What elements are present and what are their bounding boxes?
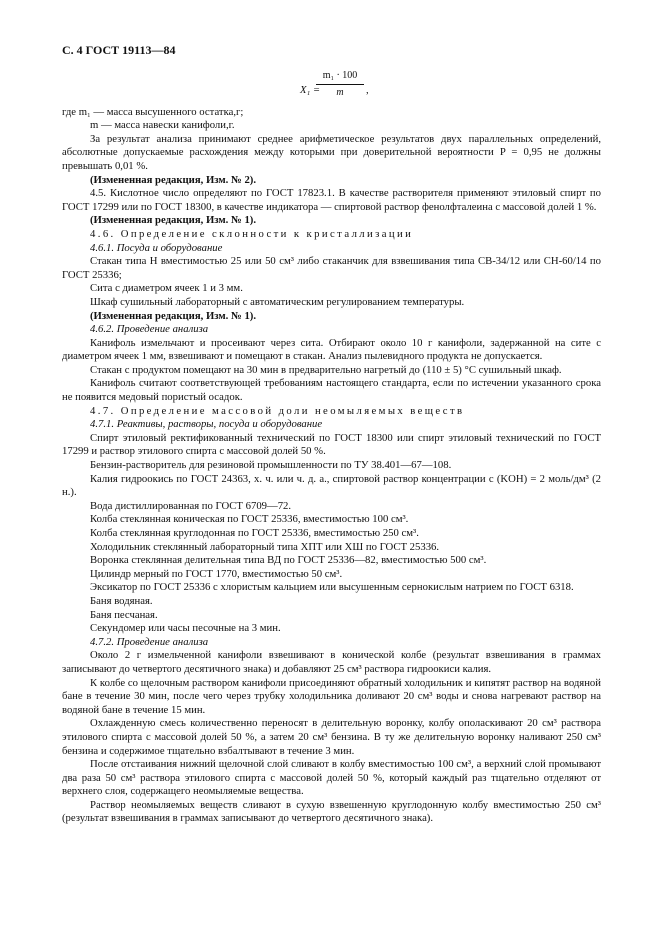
- formula-tail: ,: [366, 83, 369, 96]
- where-line: m — масса навески канифоли,г.: [90, 119, 235, 132]
- subsection-heading-text: 4.7.2. Проведение анализа: [90, 635, 209, 648]
- list-item: Колба стеклянная круглодонная по ГОСТ 25336, вместимостью 250 см³.: [90, 527, 419, 539]
- section-heading: 4.6. Определение склонности к кристаллизации: [90, 227, 414, 240]
- subsection-heading-text: 4.6.2. Проведение анализа: [90, 323, 209, 336]
- paragraph: К колбе со щелочным раствором канифоли присоединяют обратный холодильник и кипятят раствор на водяной бане в течение 30 мин, после чего через трубку холодильника доливают 20 см³ воды и снова нагревают раствор на водяной бане в течение 15 мин.: [62, 676, 601, 716]
- formula: [62, 70, 601, 106]
- list-item: Баня водяная.: [90, 594, 153, 607]
- list-item: Вода дистиллированная по ГОСТ 6709—72.: [90, 499, 292, 512]
- paragraph: Сита с диаметром ячеек 1 и 3 мм.: [90, 282, 243, 295]
- paragraph: Шкаф сушильный лабораторный с автоматическим регулированием температуры.: [90, 295, 465, 308]
- paragraph: Стакан с продуктом помещают на 30 мин в предварительно нагретый до (110 ± 5) °С сушильный шкаф.: [90, 363, 562, 376]
- page-header: С. 4 ГОСТ 19113—84: [62, 43, 176, 57]
- paragraph: Бензин-растворитель для резиновой промышленности по ТУ 38.401—67—108.: [90, 459, 452, 472]
- subsection-heading-text: 4.7.1. Реактивы, растворы, посуда и оборудование: [90, 418, 323, 431]
- formula-fraction: [316, 70, 364, 99]
- paragraph: Охлажденную смесь количественно переносят в делительную воронку, колбу ополаскивают 20 см³ раствора этилового спирта с массовой долей 50 %, а затем 20 см³ бензина. В ту же делительную воронку наливают 250 см³ бензина и содержимое тщательно взбалтывают в течение 3 мин.: [62, 717, 601, 757]
- formula-lhs: X₁ =: [300, 83, 321, 96]
- list-item: Секундомер или часы песочные на 3 мин.: [90, 622, 281, 635]
- revision-note: (Измененная редакция, Изм. № 1).: [90, 214, 257, 227]
- list-item: Воронка стеклянная делительная типа ВД по ГОСТ 25336—82, вместимостью 500 см³.: [90, 554, 487, 567]
- paragraph: Раствор неомыляемых веществ сливают в сухую взвешенную круглодонную колбу вместимостью 250 см³ (результат взвешивания в граммах записывают до четвертого десятичного знака).: [62, 798, 601, 825]
- paragraph: После отстаивания нижний щелочной слой сливают в колбу вместимостью 100 см³, а верхний слой промывают два раза 50 см³ раствора этилового спирта с массовой долей 50 %, который каждый раз тщательно отделяют от верхнего слоя, содержащего неомыляемые вещества.: [62, 758, 601, 798]
- revision-note: (Измененная редакция, Изм. № 1).: [90, 309, 257, 322]
- paragraph: Около 2 г измельченной канифоли взвешивают в конической колбе (результат взвешивания в граммах записывают до четвертого десятичного знака) и добавляют 25 см³ раствора гидроокиси калия.: [62, 649, 601, 675]
- list-item: Эксикатор по ГОСТ 25336 с хлористым кальцием или высушенным сернокислым натрием по ГОСТ 6318.: [90, 581, 574, 594]
- subsection-heading-text: 4.6.1. Посуда и оборудование: [90, 241, 223, 254]
- paragraph: Калия гидроокись по ГОСТ 24363, х. ч. или ч. д. а., спиртовой раствор концентрации c (KOH) = 2 моль/дм³ (2 н.).: [62, 472, 601, 499]
- list-item: Холодильник стеклянный лабораторный типа ХПТ или ХШ по ГОСТ 25336.: [90, 540, 440, 553]
- formula-denominator: m: [336, 86, 344, 98]
- subsection-heading: [62, 242, 601, 256]
- paragraph: Спирт этиловый ректификованный технический по ГОСТ 18300 или спирт этиловый технический по ГОСТ 17299 и раствор этилового спирта с массовой долей 50 %.: [62, 431, 601, 458]
- subsection-heading: [62, 323, 601, 337]
- revision-note: (Измененная редакция, Изм. № 2).: [90, 173, 257, 186]
- subsection-heading: [62, 636, 601, 650]
- list-item: Цилиндр мерный по ГОСТ 1770, вместимостью 50 см³.: [90, 567, 343, 580]
- paragraph: Канифоль считают соответствующей требованиям настоящего стандарта, если по истечении указанного срока не появится медовый пористый осадок.: [62, 377, 601, 404]
- where-line: где m₁ — масса высушенного остатка,г;: [62, 105, 244, 118]
- formula-numerator: m₁ · 100: [316, 70, 364, 85]
- paragraph: Стакан типа Н вместимостью 25 или 50 см³ либо стаканчик для взвешивания типа СВ-34/12 или СН-60/14 по ГОСТ 25336;: [62, 255, 601, 281]
- list-item: Колба стеклянная коническая по ГОСТ 25336, вместимостью 100 см³.: [90, 513, 409, 526]
- subsection-heading: [62, 418, 601, 432]
- section-heading: 4.7. Определение массовой доли неомыляемых веществ: [90, 404, 465, 417]
- paragraph: 4.5. Кислотное число определяют по ГОСТ 17823.1. В качестве растворителя применяют этиловый спирт по ГОСТ 17299 или по ГОСТ 18300, в качестве индикатора — спиртовой раствор фенолфталеина с массовой долей 1 %.: [62, 187, 601, 213]
- paragraph: Канифоль измельчают и просеивают через сита. Отбирают около 10 г канифоли, задержанной на сите с диаметром ячеек 1 мм, взвешивают и помещают в стакан. Анализ пылевидного продукта не допускается.: [62, 336, 601, 363]
- list-item: Баня песчаная.: [90, 608, 158, 621]
- paragraph: За результат анализа принимают среднее арифметическое результатов двух параллельных определений, абсолютные допускаемые расхождения между которыми при доверительной вероятности P = 0,95 не должны превышать 0,01 %.: [62, 132, 601, 172]
